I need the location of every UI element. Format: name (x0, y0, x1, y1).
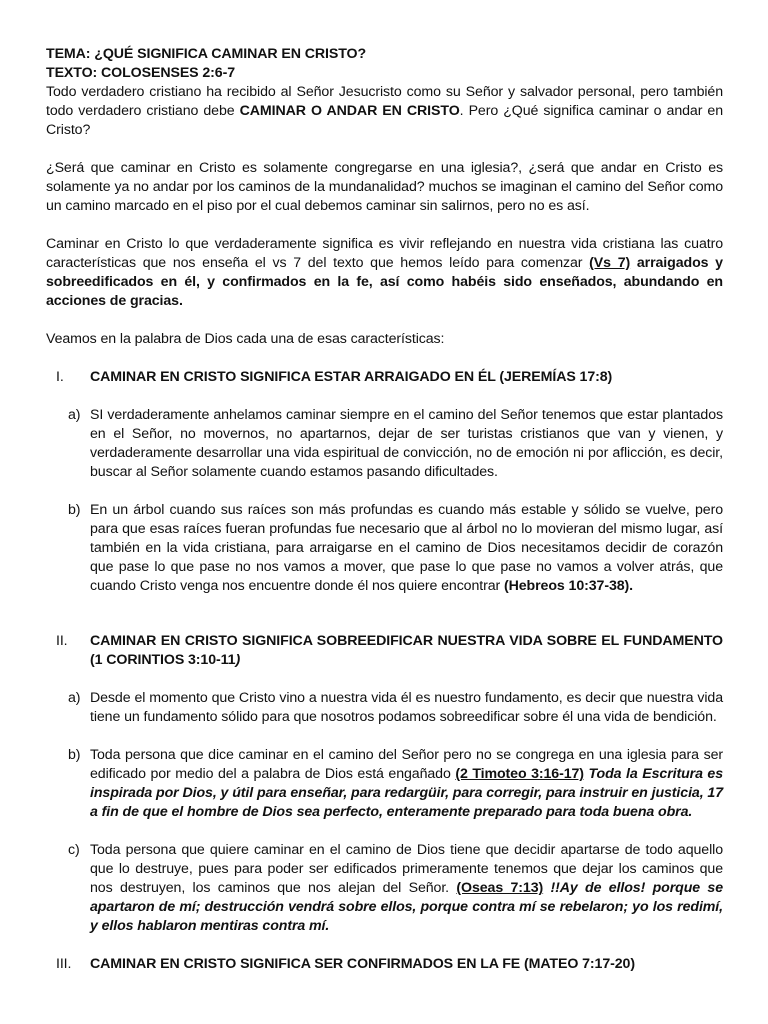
item-label: a) (68, 690, 81, 706)
section-number: III. (56, 956, 72, 972)
bible-quote: Toda la Escritura es inspirada por Dios, y útil para enseñar, para redargüir, para corregir, para instruir en justicia, 17 a fin de que el hombre de Dios sea perfecto, enteramente preparado para toda buena obra. (90, 766, 724, 820)
intro-paragraph-3 (46, 235, 723, 311)
bible-reference: (Hebreos 10:37-38). (504, 578, 633, 594)
intro-text: Todo verdadero cristiano ha recibido al Señor Jesucristo como su Señor y salvador personal, pero también todo verdadero cristiano debe (46, 84, 723, 119)
list-item (46, 746, 723, 822)
section-title: CAMINAR EN CRISTO SIGNIFICA ESTAR ARRAIGADO EN ÉL (JEREMÍAS 17:8) (90, 369, 613, 385)
verse-reference: (Vs 7) (589, 255, 631, 271)
section-number: II. (56, 633, 68, 649)
topic-heading: TEMA: ¿QUÉ SIGNIFICA CAMINAR EN CRISTO? (46, 46, 367, 62)
list-item (46, 841, 723, 936)
item-label: b) (68, 747, 81, 763)
list-item (46, 501, 723, 596)
intro-paragraph-2: ¿Será que caminar en Cristo es solamente congregarse en una iglesia?, ¿será que andar en Cristo es solamente ya no andar por los caminos de la mundanalidad? muchos se imaginan el camino del Señor como un camino marcado en el piso por el cual debemos caminar sin salirnos, pero no es así. (46, 160, 723, 214)
list-item (46, 406, 723, 482)
bible-reference: (Oseas 7:13) (456, 880, 544, 896)
item-label: b) (68, 502, 81, 518)
bible-quote: !!Ay de ellos! porque se apartaron de mí; destrucción vendrá sobre ellos, porque contra mí se rebelaron; yo los redimí, y ellos hablaron mentiras contra mí. (90, 880, 724, 934)
item-text: Desde el momento que Cristo vino a nuestra vida él es nuestro fundamento, es decir que nuestra vida tiene un fundamento sólido para que nosotros podamos sobreedificar sobre él una vida de bendición. (90, 690, 723, 725)
section-title-close: ) (235, 652, 241, 668)
item-text: Toda persona que dice caminar en el camino del Señor pero no se congrega en una iglesia para ser edificado por medio del a palabra de Dios está engañado (90, 747, 723, 782)
section-heading-2 (46, 632, 723, 670)
item-label: a) (68, 407, 81, 423)
intro-text-end: . Pero ¿Qué significa caminar o andar en Cristo? (46, 103, 723, 138)
section-title: CAMINAR EN CRISTO SIGNIFICA SOBREEDIFICAR NUESTRA VIDA SOBRE EL FUNDAMENTO (1 CORINTIOS 3:10-11 (90, 633, 723, 668)
intro-paragraph-1 (46, 83, 723, 140)
list-item (46, 689, 723, 727)
text-reference-heading: TEXTO: COLOSENSES 2:6-7 (46, 65, 236, 81)
section-title: CAMINAR EN CRISTO SIGNIFICA SER CONFIRMADOS EN LA FE (MATEO 7:17-20) (90, 956, 635, 972)
verse-quote: arraigados y sobreedificados en él, y confirmados en la fe, así como habéis sido enseñados, abundando en acciones de gracias. (46, 255, 723, 309)
item-text: En un árbol cuando sus raíces son más profundas es cuando más estable y sólido se vuelve, pero para que esas raíces fueran profundas fue necesario que al árbol no lo movieran del mismo lugar, así también en la vida cristiana, para arraigarse en el camino de Dios necesitamos decidir de corazón que pase lo que pase no nos vamos a mover, que pase lo que pase no vamos a volver atrás, que cuando Cristo venga nos encuentre donde él nos quiere encontrar (90, 502, 723, 594)
item-text: SI verdaderamente anhelamos caminar siempre en el camino del Señor tenemos que estar plantados en el Señor, no movernos, no apartarnos, dejar de ser turistas cristianos que van y vienen, y verdaderamente desarrollar una vida espiritual de convicción, no de emoción ni por aflicción, es decir, buscar al Señor solamente cuando estamos pasando dificultades. (90, 407, 723, 480)
bible-reference: (2 Timoteo 3:16-17) (455, 766, 584, 782)
section-heading-1 (46, 368, 723, 387)
section-heading-3 (46, 955, 723, 974)
intro-emphasis: CAMINAR O ANDAR EN CRISTO (239, 103, 460, 119)
document-page (46, 45, 723, 974)
item-text: Toda persona que quiere caminar en el camino de Dios tiene que decidir apartarse de todo aquello que lo destruye, pues para poder ser edificados primeramente tenemos que dejar los caminos que nos destruyen, los caminos que nos alejan del Señor. (90, 842, 723, 896)
section-number: I. (56, 369, 64, 385)
item-label: c) (68, 842, 80, 858)
intro-p3-text: Caminar en Cristo lo que verdaderamente significa es vivir reflejando en nuestra vida cristiana las cuatro características que nos enseña el vs 7 del texto que hemos leído para comenzar (46, 236, 723, 271)
intro-paragraph-4: Veamos en la palabra de Dios cada una de esas características: (46, 331, 445, 347)
